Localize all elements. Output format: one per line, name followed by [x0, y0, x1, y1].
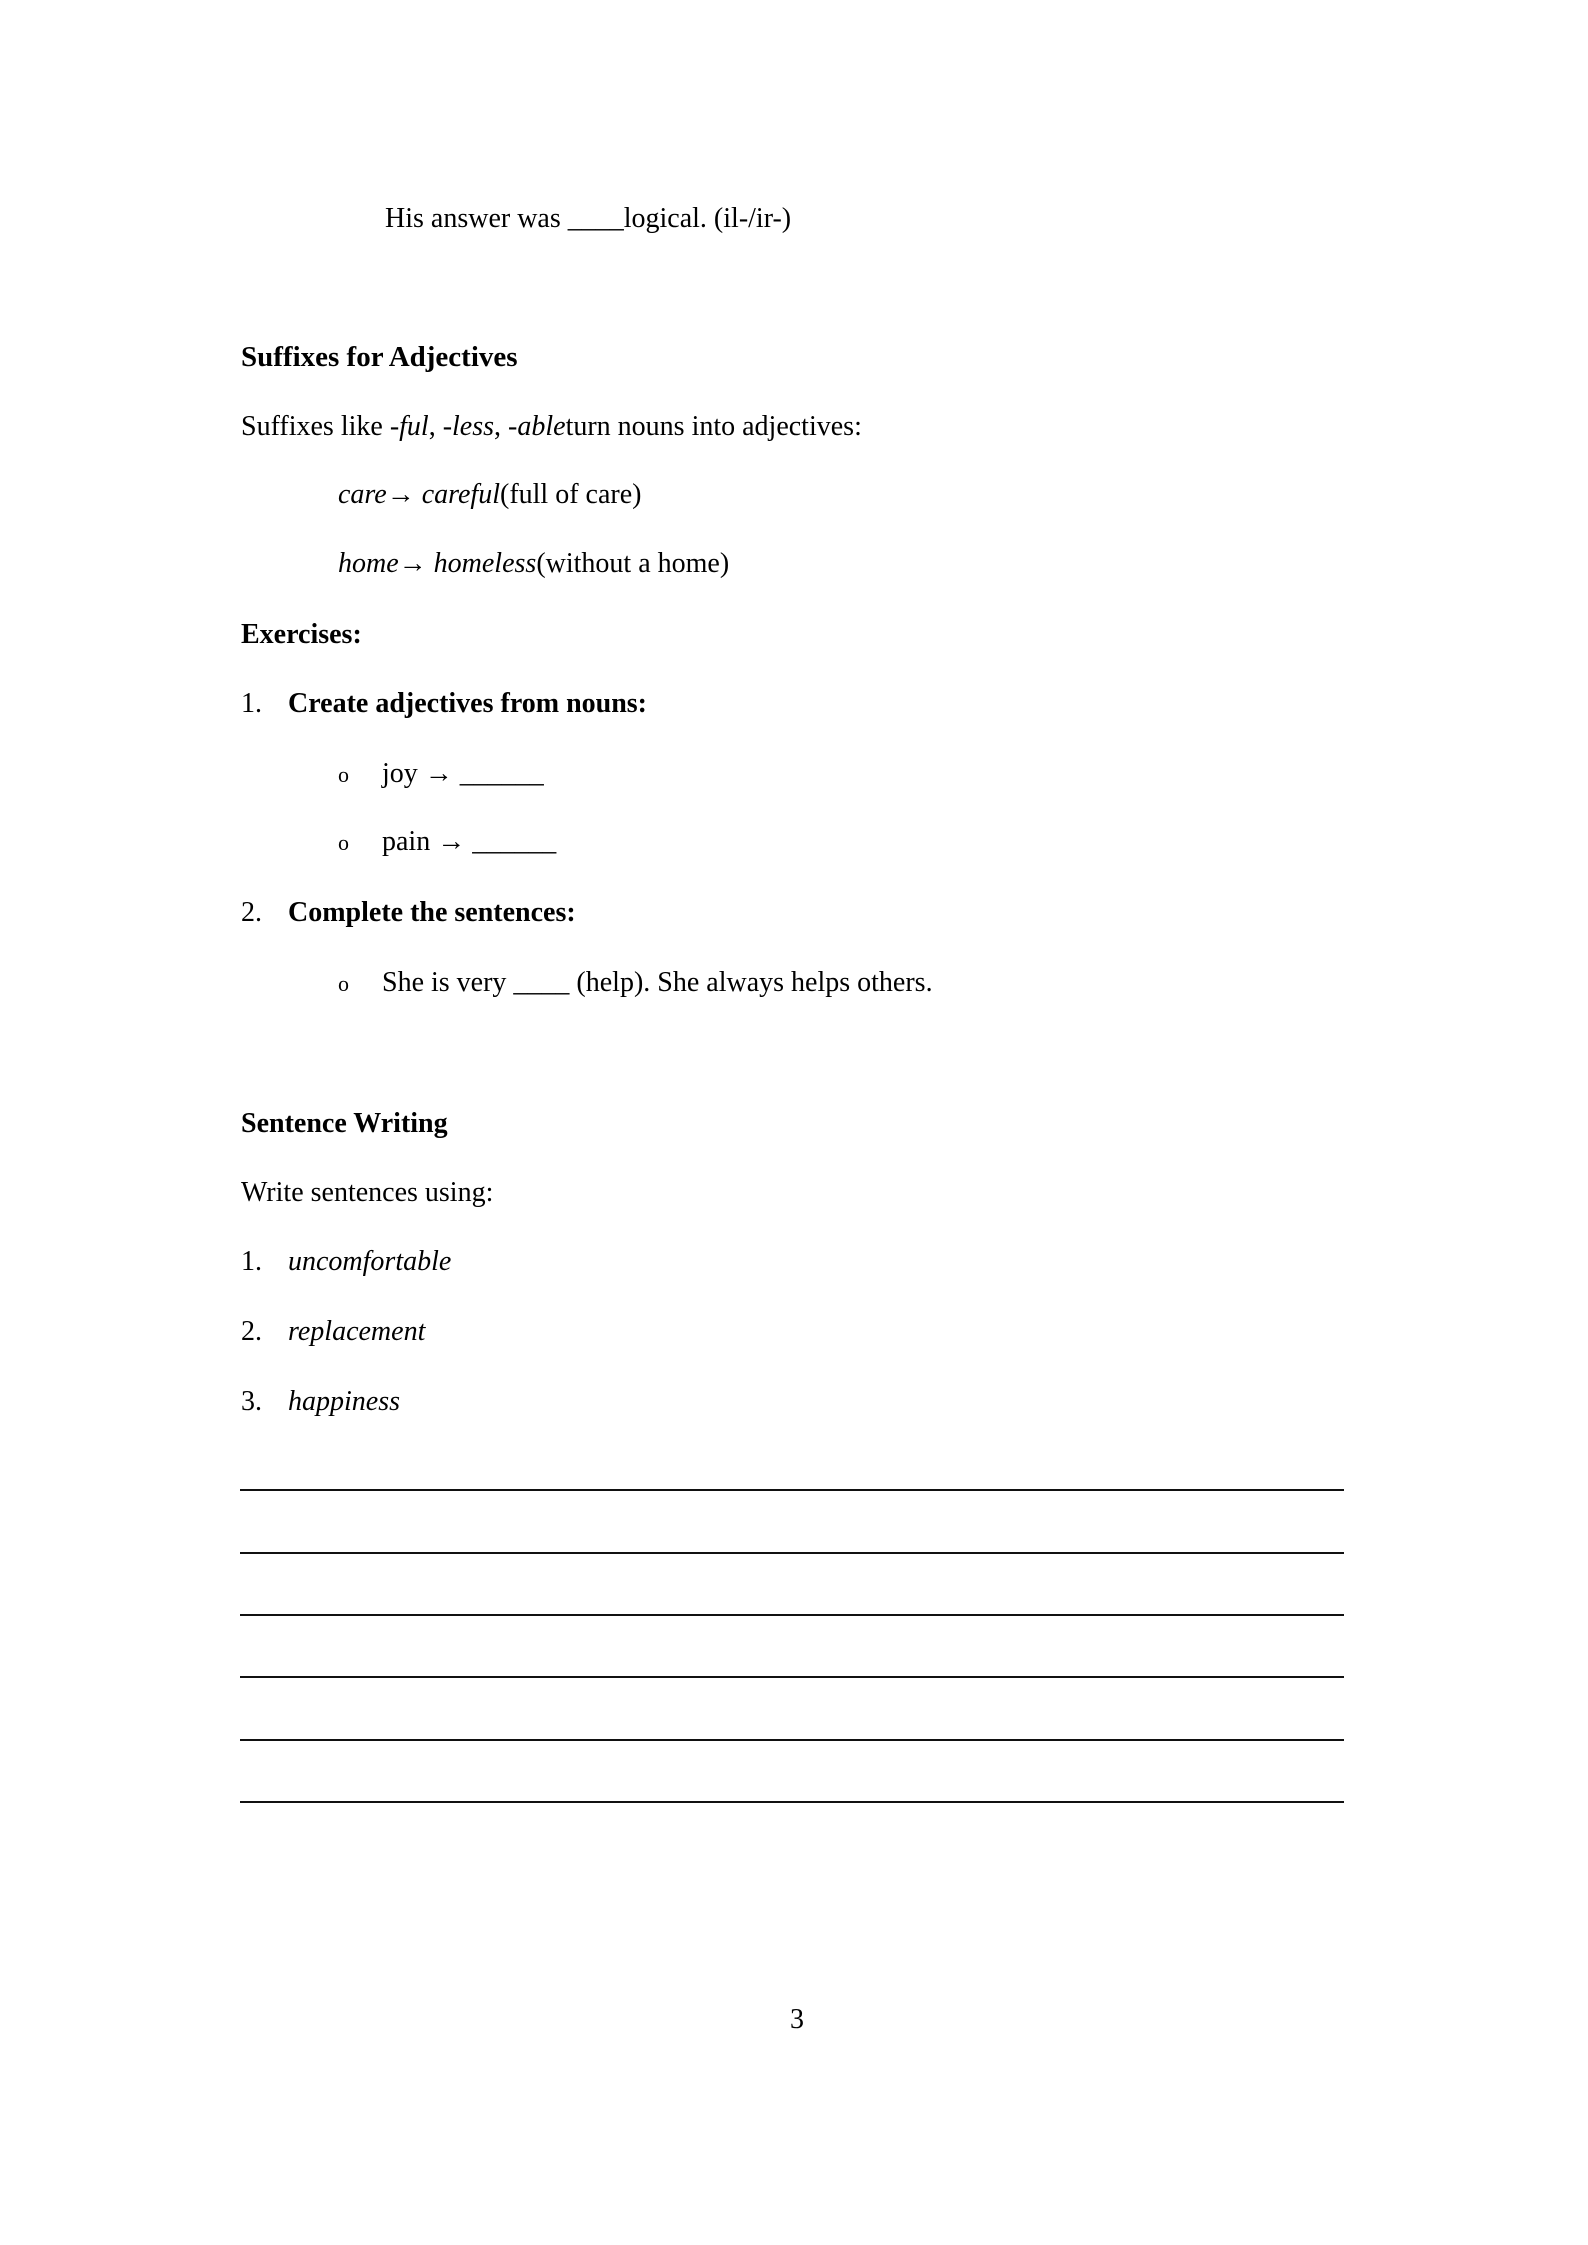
- separator: ,: [494, 411, 509, 442]
- target-word: uncomfortable: [288, 1246, 452, 1277]
- intro-text-end: turn nouns into adjectives:: [565, 411, 862, 442]
- page-number: 3: [790, 2004, 804, 2035]
- example-home: [338, 550, 729, 578]
- exercise-title: Complete the sentences:: [288, 897, 576, 928]
- target-word: replacement: [288, 1316, 426, 1347]
- arrow-icon: →: [386, 479, 422, 510]
- fill-in-sentence: His answer was ____logical. (il-/ir-): [385, 203, 792, 234]
- arrow-icon: →: [398, 548, 434, 579]
- example-base: home: [338, 548, 399, 579]
- list-item: [338, 828, 556, 857]
- list-number: 2.: [241, 897, 262, 928]
- exercise-item-text: pain → ______: [382, 826, 557, 857]
- circle-bullet-icon: o: [338, 971, 349, 996]
- example-gloss: (without a home): [536, 548, 730, 579]
- word-item: [241, 1248, 451, 1276]
- section-heading-suffixes: Suffixes for Adjectives: [241, 341, 518, 373]
- list-item: [338, 760, 544, 789]
- answer-line[interactable]: [240, 1489, 1344, 1491]
- list-number: 1.: [241, 1246, 262, 1277]
- circle-bullet-icon: o: [338, 830, 349, 855]
- writing-intro: Write sentences using:: [241, 1177, 494, 1208]
- word-item: [241, 1388, 400, 1416]
- circle-bullet-icon: o: [338, 762, 349, 787]
- word-item: [241, 1318, 425, 1346]
- list-number: 1.: [241, 688, 262, 719]
- exercises-label: Exercises:: [241, 619, 362, 650]
- section-heading-sentence-writing: Sentence Writing: [241, 1108, 448, 1139]
- example-base: care: [338, 479, 387, 510]
- list-item: [338, 969, 933, 998]
- suffixes-intro: [241, 413, 862, 441]
- exercise-title: Create adjectives from nouns:: [288, 688, 648, 719]
- answer-line[interactable]: [240, 1614, 1344, 1616]
- target-word: happiness: [288, 1386, 400, 1417]
- suffix-less: -less: [442, 411, 495, 442]
- answer-line[interactable]: [240, 1676, 1344, 1678]
- exercise-1-title: [241, 690, 647, 718]
- example-derived: careful: [421, 479, 500, 510]
- answer-line[interactable]: [240, 1801, 1344, 1803]
- list-number: 2.: [241, 1316, 262, 1347]
- separator: ,: [428, 411, 443, 442]
- exercise-item-text: She is very ____ (help). She always helps others.: [382, 967, 933, 998]
- suffix-ful: -ful: [389, 411, 429, 442]
- exercise-item-text: joy → ______: [382, 758, 544, 789]
- exercise-2-title: [241, 899, 576, 927]
- example-derived: homeless: [433, 548, 537, 579]
- suffix-able: -able: [508, 411, 566, 442]
- answer-line[interactable]: [240, 1552, 1344, 1554]
- intro-text: Suffixes like: [241, 411, 390, 442]
- list-number: 3.: [241, 1386, 262, 1417]
- example-gloss: (full of care): [500, 479, 642, 510]
- example-care: [338, 481, 641, 509]
- answer-line[interactable]: [240, 1739, 1344, 1741]
